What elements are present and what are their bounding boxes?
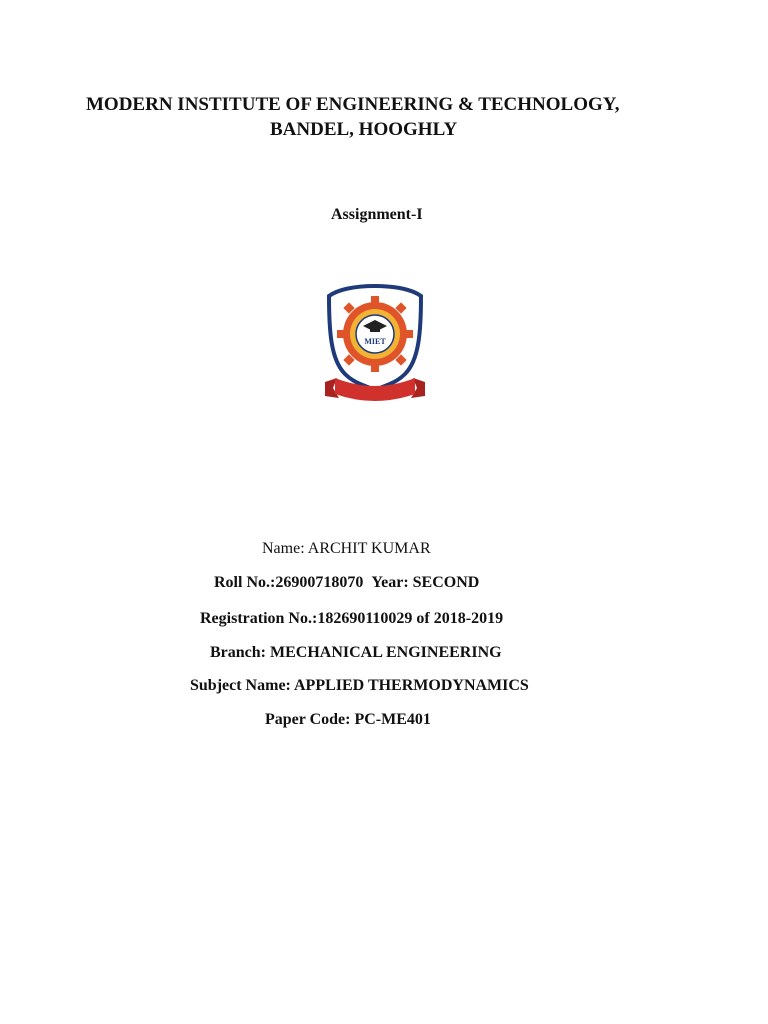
paper-code-line [265, 711, 431, 729]
subject-line [190, 677, 529, 695]
registration-value: 182690110029 of 2018-2019 [317, 610, 504, 627]
year-value: SECOND [412, 574, 480, 591]
registration-line [200, 610, 503, 628]
subject-value: APPLIED THERMODYNAMICS [294, 677, 529, 694]
branch-label: Branch: [210, 644, 266, 661]
year-label: Year: [371, 574, 409, 591]
name-label: Name: [262, 540, 305, 557]
registration-label: Registration No.: [200, 610, 318, 627]
roll-value: 26900718070 [275, 574, 364, 591]
branch-line [210, 644, 502, 662]
assignment-title: Assignment-I [331, 206, 423, 223]
student-name [262, 540, 431, 558]
institute-name-line1: MODERN INSTITUTE OF ENGINEERING & TECHNOLOGY, [86, 94, 620, 115]
gear-icon [337, 296, 413, 372]
branch-value: MECHANICAL ENGINEERING [270, 644, 502, 661]
logo-text: MIET [364, 337, 386, 346]
roll-year-line [214, 574, 479, 592]
paper-code-value: PC-ME401 [354, 711, 431, 728]
paper-code-label: Paper Code: [265, 711, 351, 728]
miet-logo [323, 282, 427, 408]
subject-label: Subject Name: [190, 677, 291, 694]
name-value: ARCHIT KUMAR [307, 540, 431, 557]
roll-label: Roll No.: [214, 574, 276, 591]
institute-name-line2: BANDEL, HOOGHLY [270, 119, 458, 140]
